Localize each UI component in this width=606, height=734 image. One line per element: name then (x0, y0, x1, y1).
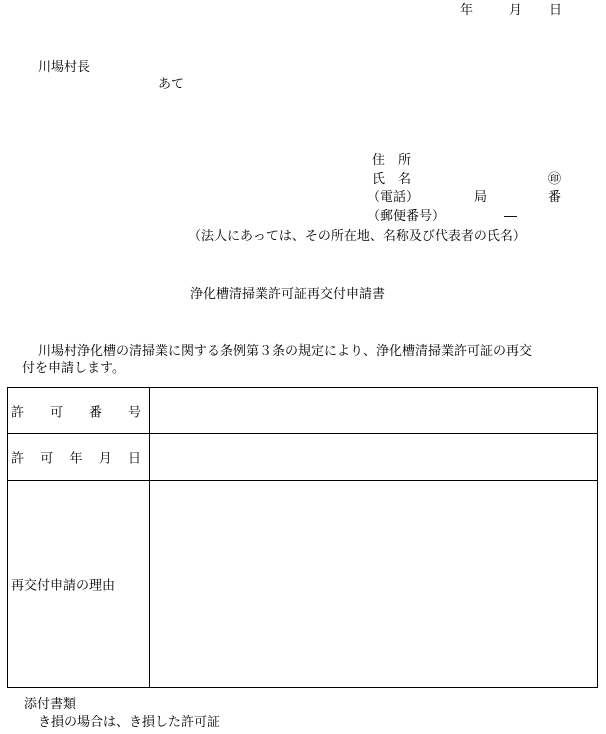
application-form-table (7, 387, 598, 688)
permit-date-label-cell (8, 434, 150, 480)
permit-date-label (11, 448, 141, 467)
permit-date-char: 年 (69, 451, 83, 467)
reissue-reason-label: 再交付申請の理由 (11, 578, 116, 594)
postal-code-label: （郵便番号） (367, 209, 446, 224)
postal-code-dash: ― (504, 209, 517, 224)
reissue-reason-row (8, 481, 597, 687)
permit-date-value[interactable] (150, 434, 597, 480)
addressee-suffix: あて (158, 77, 185, 92)
name-label: 氏 名 (372, 172, 412, 187)
document-title: 浄化槽清掃業許可証再交付申請書 (190, 287, 386, 302)
permit-number-label-cell (8, 388, 150, 433)
attachment-item: き損の場合は、き損した許可証 (38, 715, 221, 730)
date-day-label: 日 (549, 3, 563, 18)
phone-exchange-label: 局 (474, 190, 488, 205)
reissue-reason-value[interactable] (150, 481, 597, 687)
corporation-note: （法人にあっては、その所在地、名称及び代表者の氏名） (188, 229, 526, 244)
permit-number-char: 番 (88, 405, 102, 420)
permit-date-char: 可 (40, 451, 54, 467)
address-label: 住 所 (372, 153, 412, 168)
permit-number-label (11, 401, 141, 420)
attachments-title: 添付書類 (24, 697, 77, 712)
seal-mark: ㊞ (548, 172, 562, 187)
recipient: 川場村長 (38, 60, 91, 75)
permit-number-value[interactable] (150, 388, 597, 433)
permit-number-char: 可 (49, 405, 63, 420)
date-month-label: 月 (509, 3, 523, 18)
permit-number-row (8, 388, 597, 434)
body-text-line-2: 付を申請します。 (22, 361, 125, 376)
permit-number-char: 許 (11, 405, 25, 420)
reissue-reason-label-cell (8, 481, 150, 687)
permit-date-char: 日 (127, 451, 141, 467)
date-year-label: 年 (460, 3, 474, 18)
permit-date-char: 許 (11, 451, 25, 467)
phone-number-label: 番 (548, 190, 562, 205)
body-text-line-1: 川場村浄化槽の清掃業に関する条例第３条の規定により、浄化槽清掃業許可証の再交 (38, 344, 533, 359)
phone-label: （電話） (367, 190, 420, 205)
permit-number-char: 号 (127, 405, 141, 420)
permit-date-row (8, 434, 597, 481)
permit-date-char: 月 (98, 451, 112, 467)
